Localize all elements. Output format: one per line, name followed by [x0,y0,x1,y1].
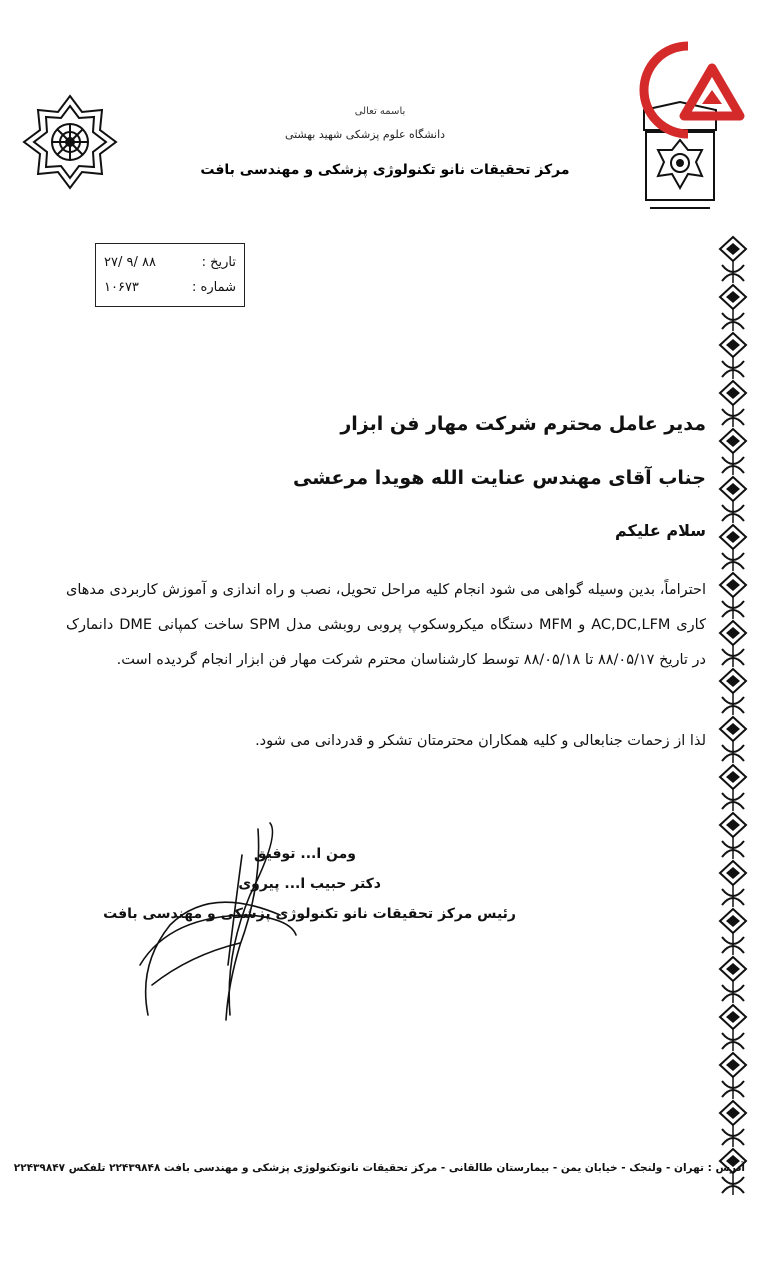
addressee-name: جناب آقای مهندس عنایت الله هویدا مرعشی [293,467,706,489]
company-logo-icon [618,38,748,143]
letter-body: احتراماً، بدین وسیله گواهی می شود انجام کلیه مراحل تحویل، نصب و راه اندازی و آموزش کاربردی مدهای کاری AC,DC,LFM و MFM دستگاه میکروسکوپ پروبی روبشی مدل SPM ساخت کمپانی DME دانمارک در تاریخ ۸۸/۰۵/۱۷ تا ۸۸/۰۵/۱۸ توسط کارشناسان محترم شرکت مهار فن ابزار انجام گردیده است. [66,582,706,668]
decorative-border [716,235,750,1195]
signatory-title: رئیس مرکز تحقیقات نانو تکنولوژی پزشکی و مهندسی بافت [103,906,516,922]
footer-address: آدرس : تهران - ولنجک - خیابان یمن - بیمارستان طالقانی - مرکز تحقیقات نانوتکنولوژی پزشکی و مهندسی بافت ۲۲۴۳۹۸۴۸ تلفکس ۲۲۴۳۹۸۴۷ [13,1162,745,1174]
number-value: ۱۰۶۷۳ [104,280,139,295]
research-center-name: مرکز تحقیقات نانو تکنولوژی پزشکی و مهندسی بافت [200,162,570,178]
bismillah-text: باسمه تعالی [354,106,406,117]
signatory-name: دکتر حبیب ا... پیروی [238,876,381,892]
handwritten-signature [130,815,300,1025]
salutation: سلام علیکم [614,521,706,540]
number-label: شماره : [192,280,236,295]
date-value: ۸۸ /۹ /۲۷ [104,255,156,270]
university-name: دانشگاه علوم پزشکی شهید بهشتی [284,128,446,141]
university-emblem-icon [20,92,120,192]
thanks-paragraph: لذا از زحمات جنابعالی و کلیه همکاران محترمتان تشکر و قدردانی می شود. [255,733,706,749]
date-label: تاریخ : [201,255,236,270]
reference-box [95,243,245,307]
closing-phrase: ومن ا... توفیق [253,846,356,862]
addressee-title: مدیر عامل محترم شرکت مهار فن ابزار [340,413,706,435]
